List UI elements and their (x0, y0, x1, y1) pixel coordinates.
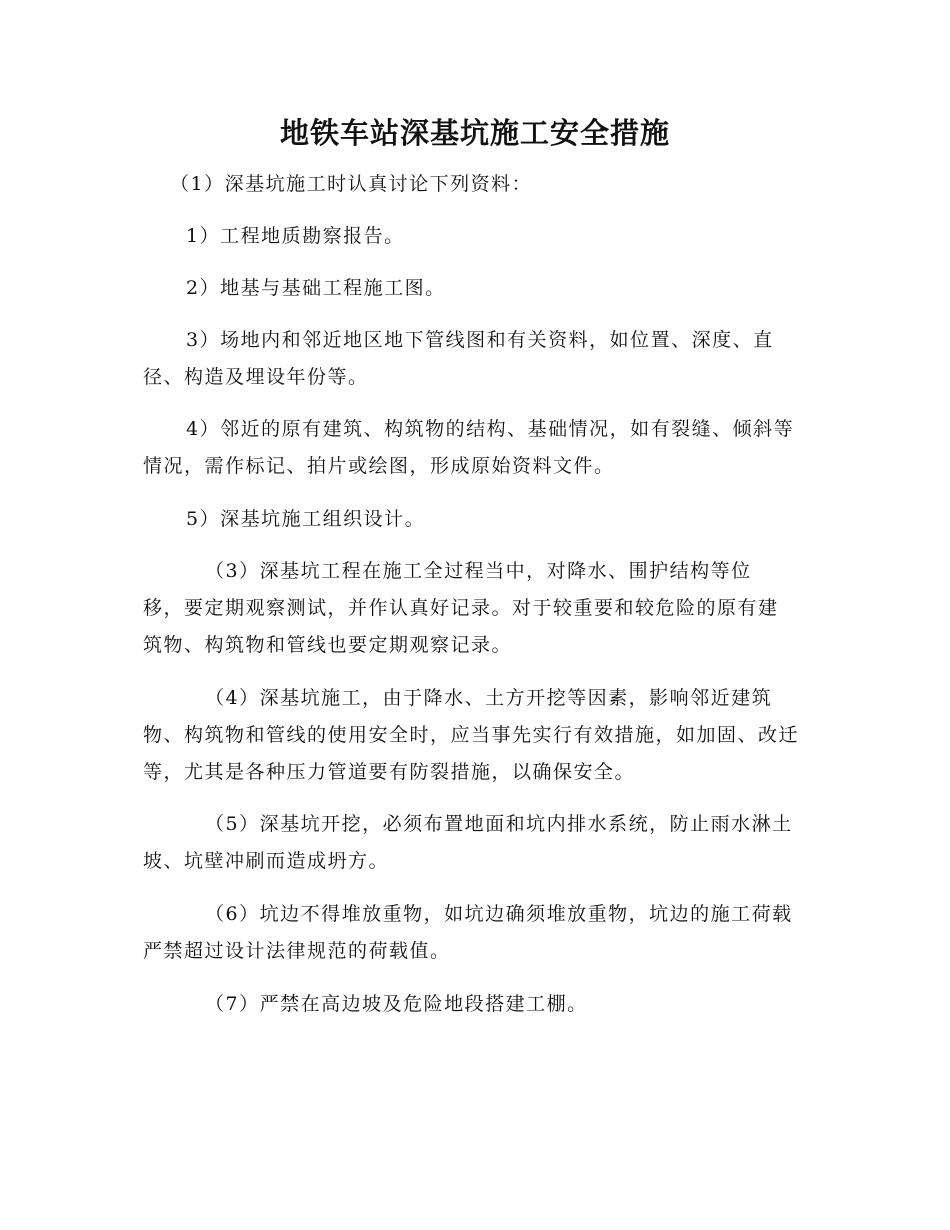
paragraph-item-4: （4）深基坑施工，由于降水、土方开挖等因素，影响邻近建筑物、构筑物和管线的使用安全时，应当事先实行有效措施，如加固、改迁等，尤其是各种压力管道要有防裂措施，以确保安全。 (143, 687, 800, 783)
paragraph-subitem-4: 4）邻近的原有建筑、构筑物的结构、基础情况，如有裂缝、倾斜等情况，需作标记、拍片或绘图，形成原始资料文件。 (143, 418, 795, 477)
paragraph-subitem-5: 5）深基坑施工组织设计。 (186, 508, 426, 530)
document-title: 地铁车站深基坑施工安全措施 (279, 116, 670, 150)
paragraph-item-3: （3）深基坑工程在施工全过程当中，对降水、围护结构等位移，要定期观察测试，并作认真好记录。对于较重要和较危险的原有建筑物、构筑物和管线也要定期观察记录。 (143, 560, 779, 656)
paragraph-item-1: （1）深基坑施工时认真讨论下列资料： (170, 173, 533, 195)
paragraph-item-5: （5）深基坑开挖，必须布置地面和坑内排水系统，防止雨水淋土坡、坑壁冲刷而造成坍方。 (143, 813, 793, 872)
paragraph-subitem-1: 1）工程地质勘察报告。 (186, 225, 405, 247)
paragraph-item-7: （7）严禁在高边坡及危险地段搭建工棚。 (205, 993, 588, 1015)
paragraph-item-6: （6）坑边不得堆放重物，如坑边确须堆放重物，坑边的施工荷载严禁超过设计法律规范的荷载值。 (143, 903, 793, 962)
paragraph-subitem-3: 3）场地内和邻近地区地下管线图和有关资料，如位置、深度、直径、构造及埋设年份等。 (143, 329, 774, 388)
paragraph-subitem-2: 2）地基与基础工程施工图。 (186, 277, 446, 299)
